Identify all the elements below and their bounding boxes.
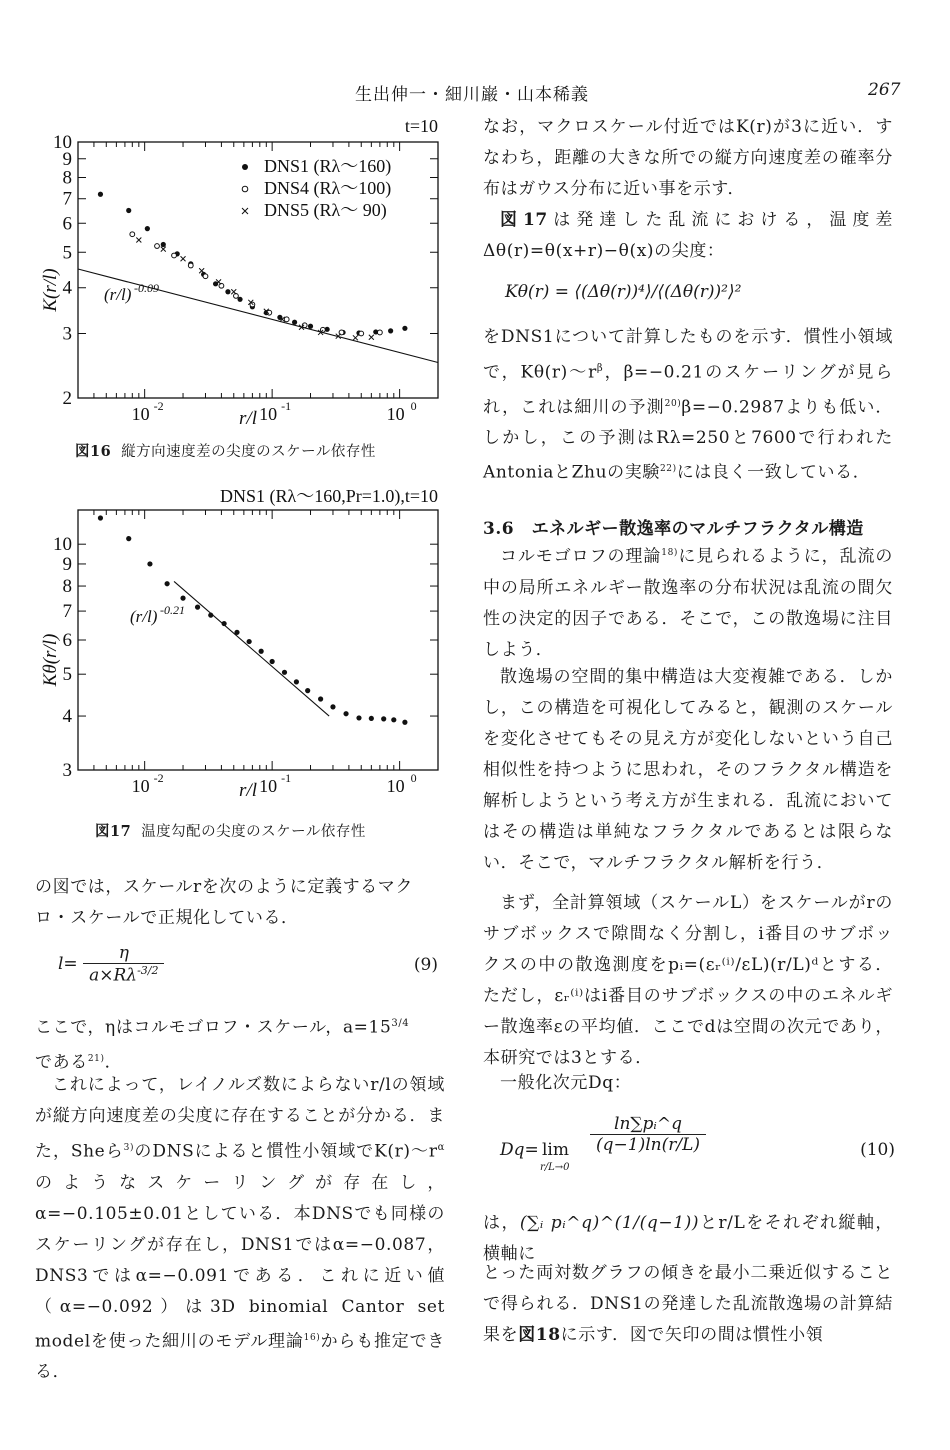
left-para-2-ref: 21) [87,1053,105,1064]
data-point-cross [353,335,358,340]
x-tick-exponent: -2 [153,399,164,413]
right-para-9-a: とった両対数グラフの傾きを最小二乗近似することで得られる．DNS1の発達した乱流散逸場の計算結果を [483,1263,893,1345]
figure-17-chart [40,480,450,800]
legend-marker-dot [242,164,248,170]
figure-17-title: DNS1 (Rλ〜160,Pr=1.0),t=10 [219,486,438,506]
left-para-3-c: のようなスケーリングが存在し，α=−0.105±0.01としている．本DNSでも同様のスケーリングが存在し，DNS1ではα=−0.087，DNS3ではα=−0.091である．これに近い値（α=−0.092）は3D binomial Cantor set modelを使った細川のモデル理論 [35,1172,445,1352]
reference-line-label: (r/l) [130,607,158,626]
x-tick-label: 10 [131,404,150,424]
y-tick-label: 4 [62,277,72,299]
reference-line [78,269,438,362]
data-point-cross [161,247,166,252]
data-point-dot [259,649,264,654]
y-tick-label: 3 [62,760,72,781]
data-point-dot [381,716,386,721]
figure-16-chart [40,118,450,438]
figure-17-caption-text: 温度勾配の尖度のスケール依存性 [141,824,366,840]
x-axis-label: r/l [239,408,257,429]
data-point-dot [98,515,103,520]
equation-9-denominator-base: a×Rλ [89,965,138,986]
data-point-dot [147,561,152,566]
right-para-1-text: なお，マクロスケール付近ではK(r)が3に近い．すなわち，距離の大きな所での縦方向速度差の確率分布はガウス分布に近い事を示す． [483,117,893,199]
data-point-circle [188,263,193,268]
data-point-dot [126,536,131,541]
data-point-circle [284,317,289,322]
y-tick-label: 5 [62,664,72,686]
equation-9-fraction [83,943,164,986]
data-point-cross [369,335,374,340]
right-para-2-text: は発達した乱流における，温度差Δθ(r)=θ(x+r)−θ(x)の尖度： [483,210,893,261]
y-tick-label: 2 [62,388,72,409]
left-para-3-a: これによって，レイノルズ数によらないr/lの領域が縦方向速度差の尖度に存在することが分かる．また，Sheら [35,1075,445,1162]
left-para-1-line-2: ロ・スケールで正規化している． [35,908,299,928]
right-para-9-figref: 図18 [518,1325,561,1345]
right-para-6-text: まず，全計算領域（スケールL）をスケールがrのサブボックスで隙間なく分割し，i番目のサブボックスの中の散逸測度をpᵢ=(εᵣ⁽ⁱ⁾/εL)(r/L)ᵈとする．ただし，εᵣ⁽ⁱ⁾はi番目のサブボックスの中のエネルギー散逸率εの平均値．ここでdは空間の次元であり，本研究では3とする． [483,893,893,1068]
data-point-dot [126,208,131,213]
left-para-2-end: ． [104,1052,123,1073]
right-para-3-a: をDNS1について計算したものを示す．慣性小領域で，Kθ(r)〜r [483,327,893,383]
running-head-authors: 生出伸一・細川巌・山本稀義 [355,85,589,105]
right-para-9 [483,1258,893,1351]
x-tick-exponent: -2 [153,771,164,785]
x-tick-label: 10 [259,776,278,796]
data-point-circle [172,253,177,258]
right-para-4-a: コルモゴロフの理論 [500,546,662,567]
data-point-dot [318,696,323,701]
right-para-4-ref: 18) [661,548,679,558]
data-point-dot [161,242,166,247]
data-point-cross [181,256,186,261]
data-point-dot [247,639,252,644]
data-point-cross [231,289,236,294]
right-para-5-text: 散逸場の空間的集中構造は大変複雑である．しかし，この構造を可視化してみると，観測のスケールを変化させてもその見え方が変化しないという自己相似性を持つように思われ，そのフラクタル構造を解析しようという考え方が生まれる．乱流においてはその構造は単純なフラクタルであるとは限らない．そこで，マルチフラクタル解析を行う． [483,667,893,873]
x-tick-label: 10 [259,404,278,424]
right-para-3-c: β=−0.2987よりも低い．しかし，この予測はRλ=250と7600で行われたAntoniaとZhuの実験 [483,397,893,483]
data-point-dot [305,688,310,693]
data-point-dot [330,704,335,709]
left-para-2-exp: 3/4 [391,1018,410,1029]
right-para-1 [483,112,893,205]
data-point-dot [282,670,287,675]
data-point-dot [195,605,200,610]
y-axis-label: K(r/l) [40,268,61,312]
data-point-dot [356,715,361,720]
equation-10-numerator: ln∑pᵢ^q [590,1114,706,1135]
data-point-circle [130,232,135,237]
plot-frame [78,510,438,770]
right-para-9-b: に示す．図で矢印の間は慣性小領 [560,1325,824,1345]
left-para-2 [35,1008,445,1078]
data-point-circle [359,331,364,336]
data-point-circle [203,274,208,279]
y-tick-label: 10 [53,534,72,556]
right-para-8-a: は， [483,1213,520,1233]
x-tick-exponent: -1 [281,771,292,785]
figure-16-caption [75,440,376,461]
right-para-7-text: 一般化次元Dq： [500,1073,632,1093]
x-axis-label: r/l [239,780,257,801]
right-para-5 [483,662,893,879]
left-para-2-line-2: である [35,1052,88,1073]
figure-16-caption-text: 縦方向速度差の尖度のスケール依存性 [121,444,376,460]
data-point-dot [145,226,150,231]
equation-kurtosis: Kθ(r) = ⟨(Δθ(r))⁴⟩/⟨(Δθ(r))²⟩² [505,282,742,302]
data-point-dot [208,613,213,618]
y-tick-label: 8 [62,167,72,189]
data-point-dot [391,717,396,722]
data-point-dot [292,320,297,325]
right-para-3-ref: 20) [664,398,682,409]
data-point-dot [180,596,185,601]
data-point-dot [402,326,407,331]
y-tick-label: 9 [62,553,72,575]
data-point-dot [222,621,227,626]
equation-10-lhs: Dq= [500,1140,539,1160]
figure-17 [40,480,450,800]
legend-marker-circle [242,186,248,192]
right-para-8-sum: (∑ᵢ pᵢ^q)^(1/(q−1)) [519,1213,700,1233]
data-point-circle [155,244,160,249]
y-tick-label: 10 [53,132,72,153]
equation-9-lhs: l= [58,953,78,974]
data-point-dot [270,659,275,664]
equation-9-numerator: η [83,943,164,964]
data-point-cross [136,238,141,243]
figure-17-caption [95,820,366,841]
data-point-dot [225,289,230,294]
left-para-3-ref-2: 16) [303,1332,321,1343]
y-tick-label: 3 [62,323,72,345]
x-tick-label: 10 [386,776,405,796]
y-tick-label: 7 [62,601,72,623]
right-para-3-ref-2: 22) [659,464,677,475]
data-point-dot [369,716,374,721]
data-point-circle [219,283,224,288]
right-para-3 [483,322,893,489]
figure-17-caption-label: 図17 [95,823,132,840]
data-point-dot [343,711,348,716]
left-para-1 [35,872,445,934]
right-para-3-exp: β [596,363,604,374]
equation-9-denominator-exp: -3/2 [137,964,159,977]
y-tick-label: 6 [62,213,72,235]
corner-label: t=10 [404,116,438,136]
data-point-dot [213,281,218,286]
reference-line-exponent: -0.09 [134,281,159,295]
equation-10-fraction [590,1114,706,1155]
reference-line-label: (r/l) [104,285,132,304]
y-tick-label: 7 [62,188,72,210]
right-para-3-b: ，β=−0.21のスケーリングが見られ，これは細川の予測 [483,362,893,418]
left-para-3-b: のDNSによると慣性小領域でK(r)〜r [134,1141,438,1162]
data-point-cross [199,268,204,273]
data-point-dot [388,328,393,333]
y-tick-label: 5 [62,242,72,264]
reference-line [174,581,329,716]
legend-label: DNS5 (Rλ〜 90) [264,200,387,220]
left-para-2-text: ここで，ηはコルモゴロフ・スケール，a=15 [35,1017,392,1038]
figure-16 [40,118,450,438]
y-tick-label: 8 [62,576,72,598]
data-point-dot [294,679,299,684]
right-para-4-b: に見られるように，乱流の中の局所エネルギー散逸率の分布状況は乱流の間欠性の決定的因子である．そこで，この散逸場に注目しよう． [483,546,894,660]
right-para-3-d: には良く一致している． [676,462,871,483]
y-axis-label: Kθ(r/l) [40,633,61,687]
equation-9-number: (9) [413,955,438,975]
x-tick-label: 10 [131,776,150,796]
data-point-dot [234,630,239,635]
equation-9 [58,943,448,986]
data-point-dot [402,720,407,725]
equation-10-lim: lim [542,1140,569,1160]
x-tick-label: 10 [386,404,405,424]
left-para-1-line-1: の図では，スケールrを次のように定義するマク [35,877,413,897]
right-para-7 [483,1068,893,1099]
right-para-6 [483,888,893,1074]
left-para-3-exp: α [437,1142,445,1153]
data-point-dot [98,192,103,197]
left-para-3-d: からも推定できる． [35,1331,445,1383]
legend-marker-cross [242,208,248,214]
equation-9-denominator [83,964,164,986]
reference-line-exponent: -0.21 [160,603,185,617]
equation-10-lim-sub: r/L→0 [540,1162,570,1173]
page-number: 267 [868,80,901,100]
right-para-8-b: とr/Lをそれぞれ縦軸，横軸に [483,1213,894,1264]
y-tick-label: 9 [62,148,72,170]
left-para-3 [35,1070,445,1388]
section-3-6-heading: 3.6 エネルギー散逸率のマルチフラクタル構造 [483,519,864,539]
left-para-3-ref: 3) [123,1143,135,1153]
legend-label: DNS4 (Rλ〜100) [264,178,392,198]
equation-10-number: (10) [860,1140,895,1160]
y-tick-label: 6 [62,630,72,651]
data-point-circle [377,330,382,335]
right-para-2 [483,205,893,267]
data-point-dot [308,324,313,329]
right-para-2-figref: 図17 [500,210,548,230]
legend-label: DNS1 (Rλ〜160) [264,156,392,176]
x-tick-exponent: 0 [410,771,417,785]
x-tick-exponent: -1 [281,399,292,413]
x-tick-exponent: 0 [410,399,417,413]
equation-10 [500,1110,895,1190]
right-para-4 [483,538,893,666]
y-tick-label: 4 [62,706,72,728]
figure-16-caption-label: 図16 [75,443,112,460]
equation-10-denominator: (q−1)ln(r/L) [596,1135,701,1155]
data-point-dot [165,581,170,586]
